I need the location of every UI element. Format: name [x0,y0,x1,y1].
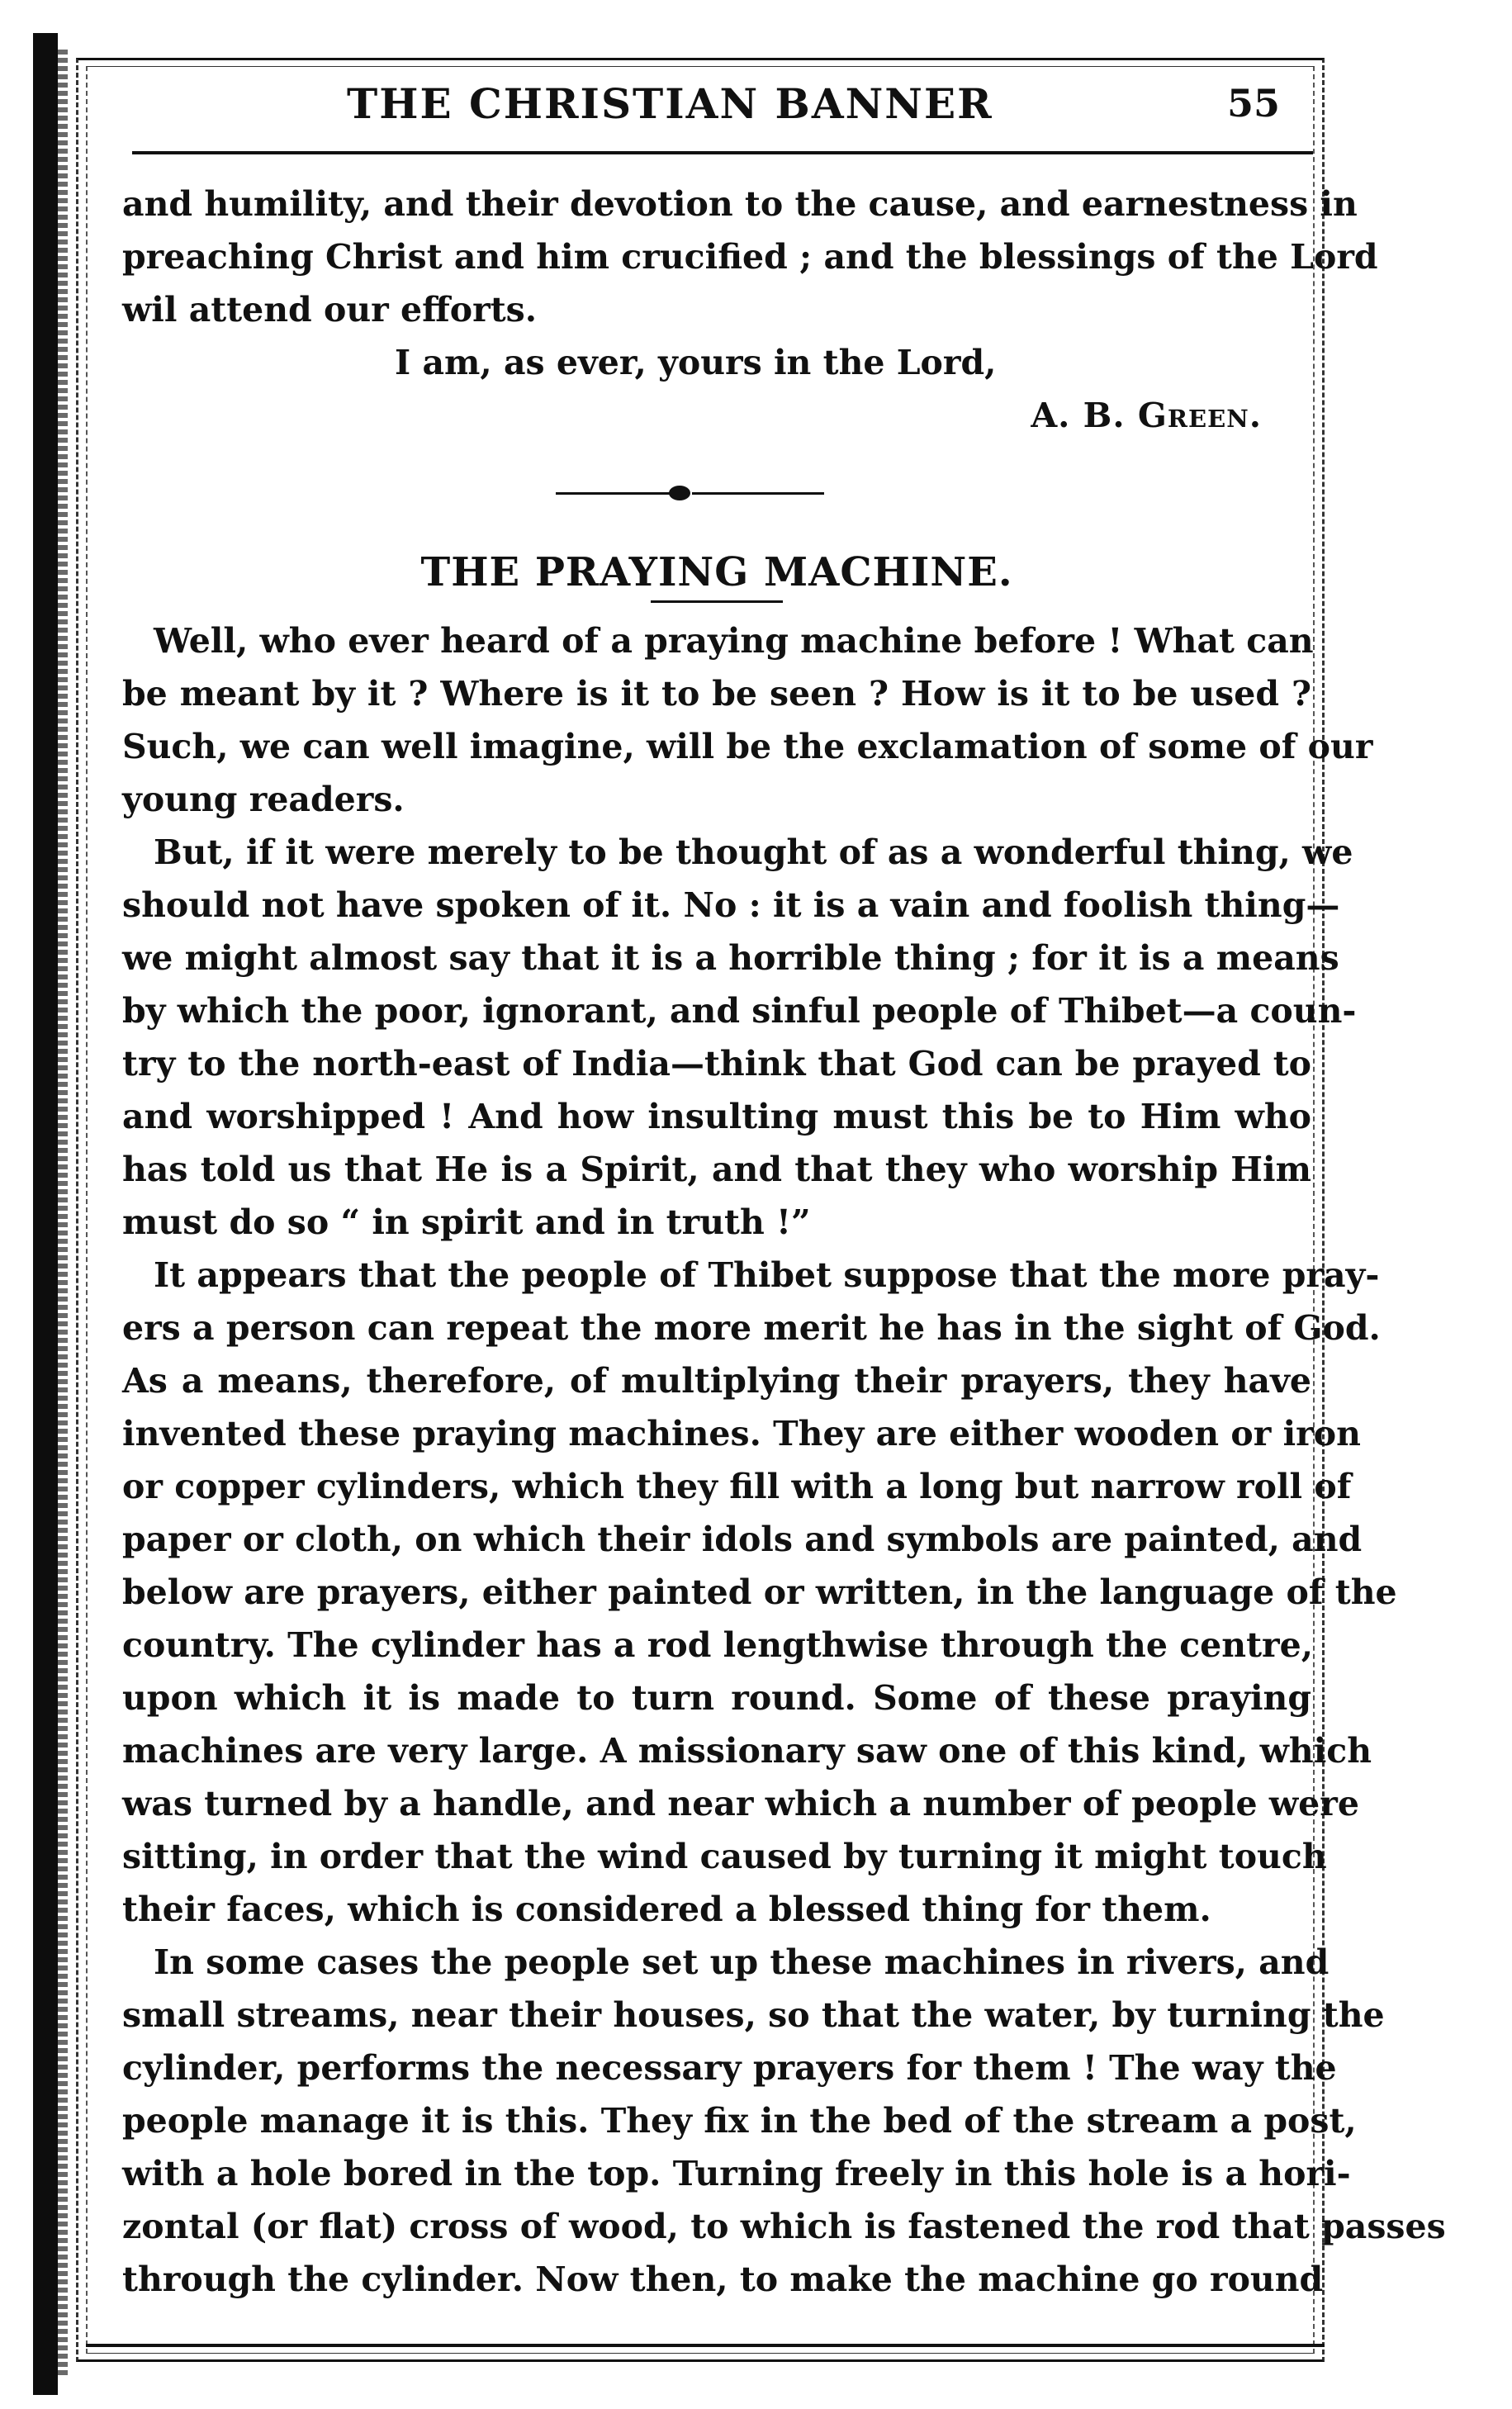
binding-stitching [58,50,68,2378]
text-line: was turned by a handle, and near which a number of people were [122,1784,1359,1823]
text-line: It appears that the people of Thibet suppose that the more pray- [154,1255,1380,1295]
article-paragraph [122,1936,1446,2306]
text-line: people manage it is this. They fix in the bed of the stream a post, [122,2101,1357,2141]
divider-line-left [556,492,671,495]
divider-dot [669,486,690,500]
text-line: sitting, in order that the wind caused by turning it might touch [122,1837,1327,1876]
page-header [107,74,1296,140]
letter-ending [122,178,1378,447]
text-line: or copper cylinders, which they fill with a long but narrow roll of [122,1467,1352,1506]
text-line: with a hole bored in the top. Turning freely in this hole is a hori- [122,2154,1351,2193]
text-line: Well, who ever heard of a praying machine before ! What can [154,621,1314,661]
article-title: THE PRAYING MACHINE. [420,549,1013,595]
text-line: has told us that He is a Spirit, and that they who worship Him [122,1150,1311,1189]
header-rule [132,151,1313,154]
bottom-rule [86,2344,1325,2347]
text-line: ers a person can repeat the more merit he has in the sight of God. [122,1308,1381,1348]
title-rule [651,600,783,603]
running-title: THE CHRISTIAN BANNER [347,79,993,128]
text-line: their faces, which is considered a blessed thing for them. [122,1890,1211,1929]
text-line: Such, we can well imagine, will be the exclamation of some of our [122,727,1373,766]
text-line: we might almost say that it is a horrible thing ; for it is a means [122,938,1339,978]
article-paragraph [122,826,1357,1249]
text-line: In some cases the people set up these machines in rivers, and [154,1942,1330,1982]
signature-initials: A. B. [1031,396,1126,435]
text-line: below are prayers, either painted or written, in the language of the [122,1572,1397,1612]
page-number: 55 [1226,81,1280,126]
text-line: by which the poor, ignorant, and sinful people of Thibet—a coun- [122,991,1357,1031]
text-line: young readers. [122,780,405,819]
text-line: and humility, and their devotion to the cause, and earnestness in [122,184,1358,224]
text-line: As a means, therefore, of multiplying their prayers, they have [122,1361,1311,1401]
divider-line-right [692,492,824,495]
text-line: upon which it is made to turn round. Some of these praying [122,1678,1311,1718]
text-line: must do so “ in spirit and in truth !” [122,1202,811,1242]
letter-signature [122,389,1311,447]
article-paragraph [122,1249,1397,1936]
text-line: through the cylinder. Now then, to make the machine go round [122,2260,1324,2299]
page-body [122,178,1446,2306]
binding-edge [33,33,58,2395]
text-line: country. The cylinder has a rod lengthwise through the centre, [122,1625,1313,1665]
section-divider [122,447,1311,538]
text-line: small streams, near their houses, so that the water, by turning the [122,1995,1385,2035]
text-line: machines are very large. A missionary saw one of this kind, which [122,1731,1372,1771]
text-line: paper or cloth, on which their idols and symbols are painted, and [122,1520,1363,1559]
text-line: wil attend our efforts. [122,290,538,330]
text-line: invented these praying machines. They are either wooden or iron [122,1414,1361,1453]
text-line: be meant by it ? Where is it to be seen ? How is it to be used ? [122,674,1311,714]
text-line: But, if it were merely to be thought of as a wonderful thing, we [154,832,1353,872]
text-line: preaching Christ and him crucified ; and the blessings of the Lord [122,237,1378,277]
text-line: and worshipped ! And how insulting must this be to Him who [122,1097,1311,1136]
text-line: try to the north-east of India—think that God can be prayed to [122,1044,1311,1084]
article-paragraph [122,614,1373,826]
text-line: should not have spoken of it. No : it is a vain and foolish thing— [122,885,1340,925]
signature-name: Green. [1137,396,1262,435]
text-line: cylinder, performs the necessary prayers for them ! The way the [122,2048,1337,2088]
letter-closing: I am, as ever, yours in the Lord, [395,343,997,382]
text-line: zontal (or flat) cross of wood, to which is fastened the rod that passes [122,2207,1446,2246]
